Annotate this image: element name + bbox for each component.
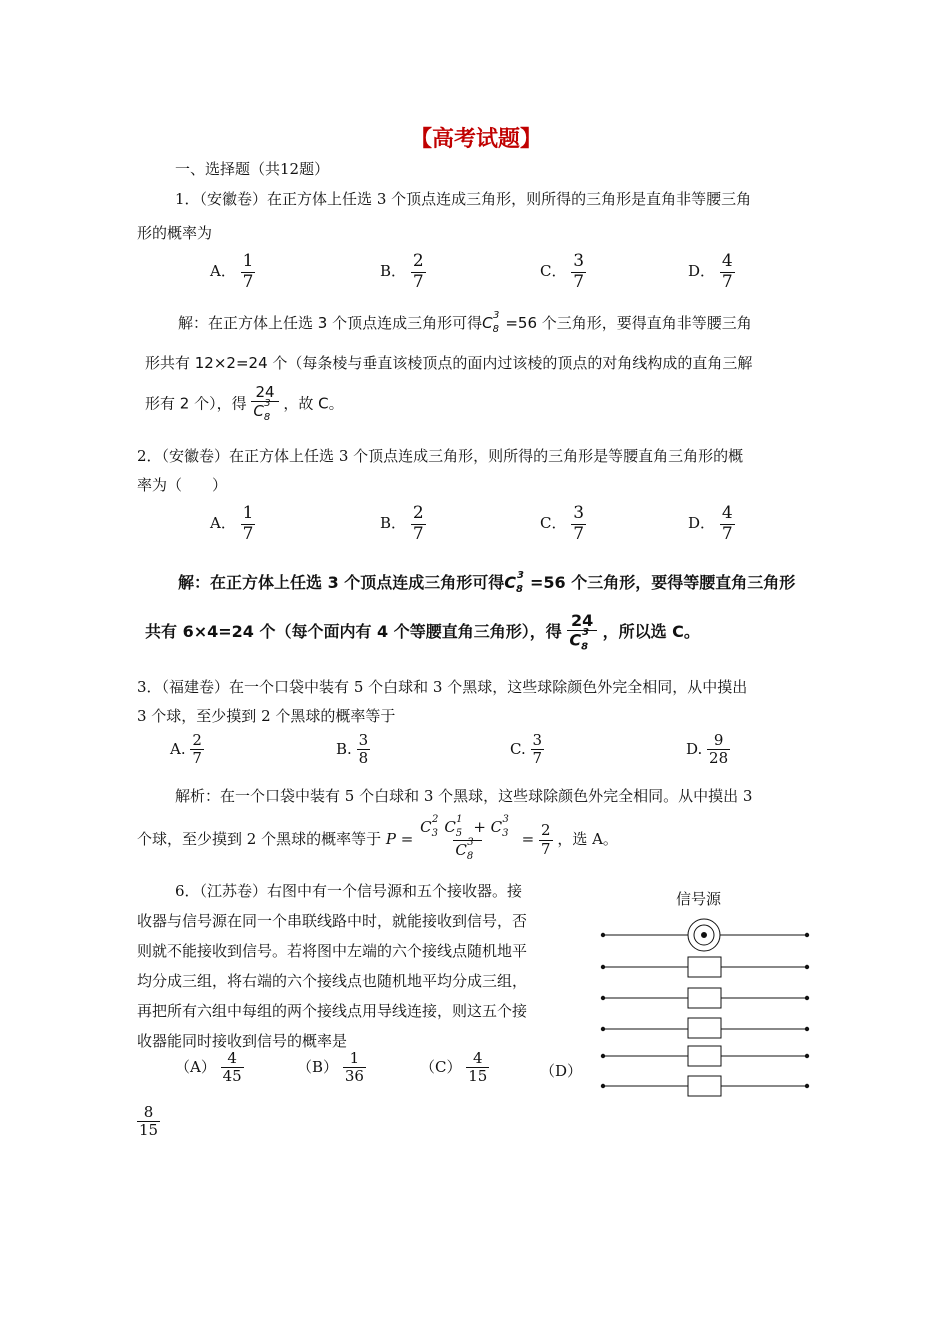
q3-solution-line2: 个球，至少摸到 2 个黑球的概率等于 P = $\frac{C_3^2 C_5^1 + C_3^3}{C_8^3}$ = $\frac{2}{7}$ ，选 A。 bbox=[137, 814, 618, 862]
q3-option-a: A. $\frac{2}{7}$ bbox=[170, 731, 202, 768]
q6-text-line4: 均分成三组，将右端的六个接线点也随机地平均分成三组， bbox=[137, 972, 528, 990]
page-title: 【高考试题】 bbox=[410, 127, 543, 152]
right-node-3 bbox=[805, 996, 809, 1000]
left-node-1 bbox=[601, 933, 605, 937]
q3-text-line1: 3．（福建卷）在一个口袋中装有 5 个白球和 3 个黑球，这些球除颜色外完全相同，从中摸出 bbox=[137, 678, 748, 696]
left-node-4 bbox=[601, 1027, 605, 1031]
figure-label: 信号源 bbox=[676, 890, 722, 908]
section-heading: 一、选择题（共12题） bbox=[175, 160, 330, 178]
q6-text-line3: 则就不能接收到信号。若将图中左端的六个接线点随机地平 bbox=[137, 942, 528, 960]
q6-option-c: （C） $\frac{4}{15}$ bbox=[420, 1049, 488, 1086]
q1-solution-line2: 形共有 12×2=24 个（每条棱与垂直该棱顶点的面内过该棱的顶点的对角线构成的直角三解 bbox=[145, 354, 753, 372]
q6-option-d-label: （D） bbox=[540, 1062, 583, 1080]
q2-option-c: C． $\frac{3}{7}$ bbox=[540, 503, 585, 544]
left-node-3 bbox=[601, 996, 605, 1000]
q2-option-a: A． $\frac{1}{7}$ bbox=[210, 503, 254, 544]
right-node-2 bbox=[805, 965, 809, 969]
right-node-6 bbox=[805, 1084, 809, 1088]
right-node-4 bbox=[805, 1027, 809, 1031]
left-node-5 bbox=[601, 1054, 605, 1058]
q6-text-line2: 收器与信号源在同一个串联线路中时，就能接收到信号，否 bbox=[137, 912, 528, 930]
q1-option-d: D． $\frac{4}{7}$ bbox=[688, 251, 733, 292]
q1-solution-line1: 解：在正方体上任选 3 个顶点连成三角形可得$C_8^3 =56$ 个三角形，要得直角非等腰三角 bbox=[178, 310, 752, 335]
q6-option-d-fraction: $\frac{8}{15}$ bbox=[139, 1103, 159, 1140]
q1-option-b: B． $\frac{2}{7}$ bbox=[380, 251, 424, 292]
circuit-figure bbox=[595, 910, 815, 1100]
q2-text-line1: 2．（安徽卷）在正方体上任选 3 个顶点连成三角形，则所得的三角形是等腰直角三角形的概 bbox=[137, 447, 744, 465]
left-node-6 bbox=[601, 1084, 605, 1088]
q2-solution-line1: 解：在正方体上任选 3 个顶点连成三角形可得$C_8^3 =56$ 个三角形，要得等腰直角三角形 bbox=[178, 569, 796, 596]
q1-option-a: A． $\frac{1}{7}$ bbox=[210, 251, 254, 292]
q3-option-d: D. $\frac{9}{28}$ bbox=[686, 731, 729, 768]
q1-text-line2: 形的概率为 bbox=[137, 224, 213, 242]
q6-text-line1: 6．（江苏卷）右图中有一个信号源和五个接收器。接 bbox=[175, 882, 523, 900]
receiver-box-4 bbox=[688, 1046, 721, 1066]
q3-solution-line1: 解析：在一个口袋中装有 5 个白球和 3 个黑球，这些球除颜色外完全相同。从中摸出 3 bbox=[175, 787, 753, 805]
signal-source-icon bbox=[688, 919, 720, 951]
right-node-1 bbox=[805, 933, 809, 937]
q6-option-b: （B） $\frac{1}{36}$ bbox=[297, 1049, 364, 1086]
receiver-box-2 bbox=[688, 988, 721, 1008]
receiver-box-1 bbox=[688, 957, 721, 977]
q6-text-line5: 再把所有六组中每组的两个接线点用导线连接，则这五个接 bbox=[137, 1002, 528, 1020]
q1-solution-line3: 形有 2 个），得 $\frac{24}{C_8^3}$ ，故 C。 bbox=[145, 383, 344, 424]
q2-option-b: B． $\frac{2}{7}$ bbox=[380, 503, 424, 544]
q3-text-line2: 3 个球，至少摸到 2 个黑球的概率等于 bbox=[137, 707, 396, 725]
left-node-2 bbox=[601, 965, 605, 969]
q1-option-c: C． $\frac{3}{7}$ bbox=[540, 251, 585, 292]
q2-option-d: D． $\frac{4}{7}$ bbox=[688, 503, 733, 544]
q3-option-b: B. $\frac{3}{8}$ bbox=[336, 731, 369, 768]
right-node-5 bbox=[805, 1054, 809, 1058]
q2-solution-line2: 共有 6×4=24 个（每个面内有 4 个等腰直角三角形），得 $\frac{24}{C_8^3}$ ，所以选 C。 bbox=[145, 611, 700, 653]
q1-text-line1: 1．（安徽卷）在正方体上任选 3 个顶点连成三角形，则所得的三角形是直角非等腰三角 bbox=[175, 190, 752, 208]
q6-text-line6: 收器能同时接收到信号的概率是 bbox=[137, 1032, 348, 1050]
q2-text-line2: 率为（ ） bbox=[137, 476, 228, 494]
receiver-box-3 bbox=[688, 1018, 721, 1038]
q6-option-a: （A） $\frac{4}{45}$ bbox=[175, 1049, 242, 1086]
q3-option-c: C. $\frac{3}{7}$ bbox=[510, 731, 543, 768]
receiver-box-5 bbox=[688, 1076, 721, 1096]
